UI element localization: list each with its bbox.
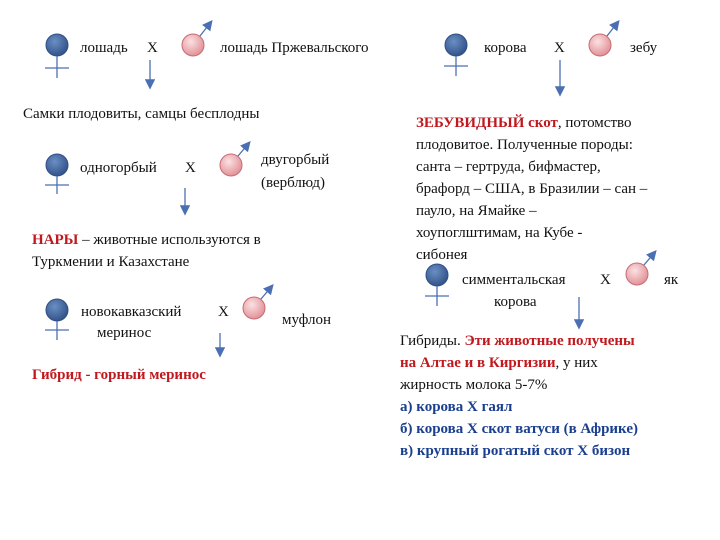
parent-male-label-line2: (верблюд) [261,175,325,191]
cross-sign: Х [185,160,196,176]
hybrid-note: Самки плодовиты, самцы бесплодны [23,106,260,122]
female-symbol-icon [45,299,69,340]
female-symbol-icon [444,34,468,76]
hybrid-result: Гибрид - горный меринос [32,367,206,383]
male-symbol-icon [220,143,249,176]
nary-term: НАРЫ [32,232,79,248]
male-symbol-icon [182,22,211,56]
nary-description: НАРЫ – животные используются в [32,232,261,248]
parent-female-label: одногорбый [80,160,157,176]
parent-female-label: корова [484,40,527,56]
male-symbol-icon [243,286,272,319]
parent-male-label: двугорбый [261,152,330,168]
cross-sign: Х [147,40,158,56]
cross-sign: Х [218,304,229,320]
hybrids-description: Гибриды. Эти животные получены на Алтае и в Киргизии, у них жирность молока 5-7% а) корова Х гаял б) корова Х скот ватуси (в Африке) в) крупный рогатый скот Х бизон [400,330,715,462]
parent-male-label: муфлон [282,312,331,328]
female-symbol-icon [425,264,449,306]
parent-female-label: лошадь [80,40,128,56]
hybrid-option-c: в) крупный рогатый скот Х бизон [400,443,631,459]
nary-description-line2: Туркмении и Казахстане [32,254,190,270]
parent-female-label-line2: корова [494,294,537,310]
hybrid-option-b: б) корова Х скот ватуси (в Африке) [400,421,638,437]
parent-male-label: як [664,272,679,288]
parent-male-label: зебу [630,40,658,56]
female-symbol-icon [45,34,69,78]
parent-male-label: лошадь Пржевальского [220,40,369,56]
parent-female-label-line2: меринос [97,325,152,341]
male-symbol-icon [589,22,618,56]
cross-sign: Х [554,40,565,56]
cross-sign: Х [600,272,611,288]
female-symbol-icon [45,154,69,194]
parent-female-label: новокавказский [81,304,182,320]
hybrid-option-a: а) корова Х гаял [400,399,513,415]
zebu-description: ЗЕБУВИДНЫЙ скот, потомство плодовитое. Полученные породы: санта – гертруда, бифмастер, брафорд – США, в Бразилии – сан – пауло, на Ямайке – хоупоглштимам, на Кубе - сибонея [416,115,648,263]
parent-female-label: симментальская [462,272,566,288]
